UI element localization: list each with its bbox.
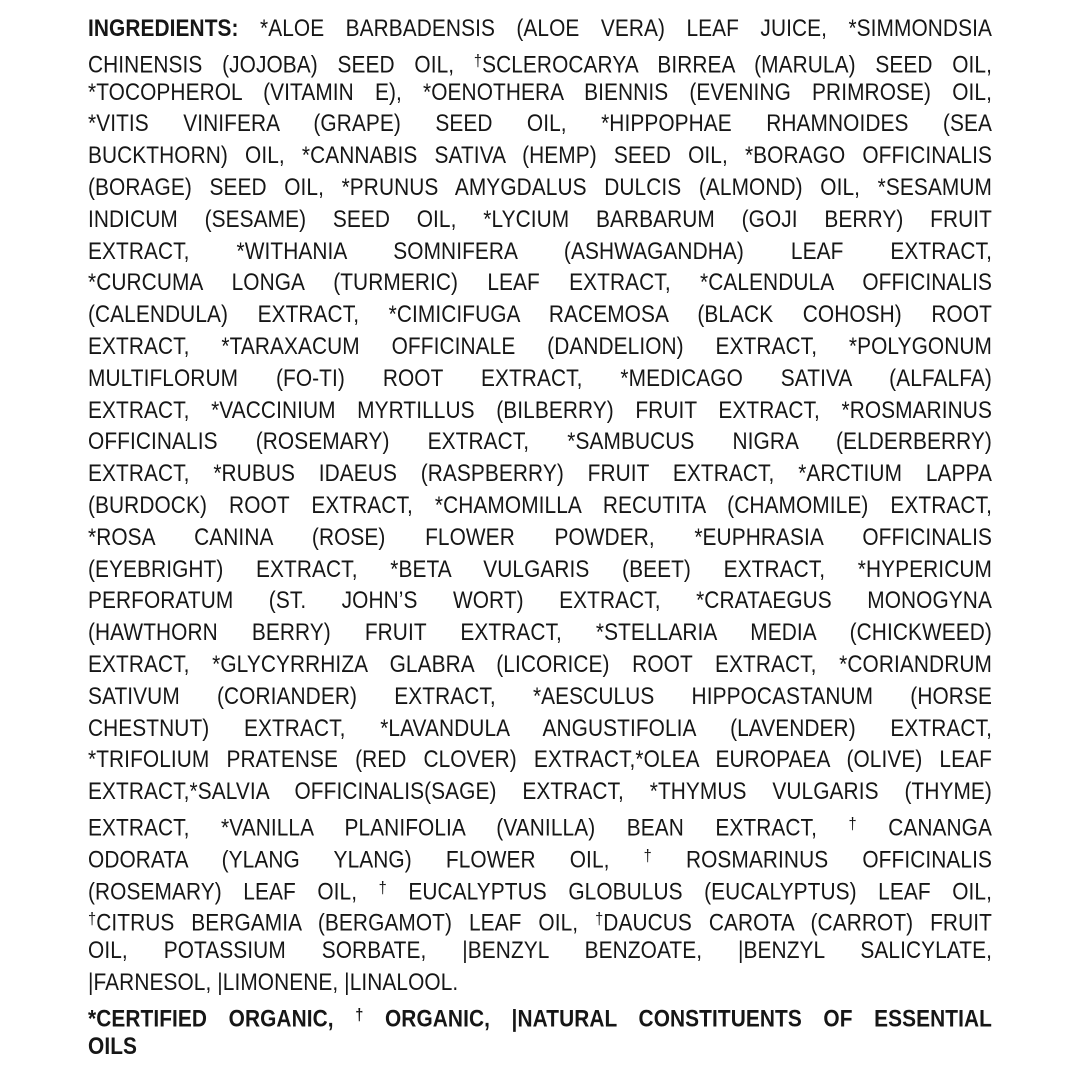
line-text: *TRIFOLIUM PRATENSE (RED CLOVER) EXTRACT,*OLEA EUROPAEA (OLIVE) LEAF — [88, 746, 992, 774]
ingredient-line — [88, 967, 992, 999]
ingredient-line — [88, 585, 992, 617]
ingredient-line — [88, 554, 992, 586]
ingredient-line — [88, 713, 992, 745]
line-text: EXTRACT,*SALVIA OFFICINALIS(SAGE) EXTRACT, *THYMUS VULGARIS (THYME) — [88, 778, 992, 806]
ingredient-line — [88, 363, 992, 395]
ingredient-line — [88, 395, 992, 427]
line-text: OILS — [88, 1032, 138, 1060]
ingredient-line — [88, 77, 992, 109]
line-text: *VITIS VINIFERA (GRAPE) SEED OIL, *HIPPOPHAE RHAMNOIDES (SEA — [88, 110, 992, 138]
line-text: *TOCOPHEROL (VITAMIN E), *OENOTHERA BIENNIS (EVENING PRIMROSE) OIL, — [88, 78, 992, 106]
footnote-line — [88, 999, 992, 1031]
ingredient-line — [88, 872, 992, 904]
line-text: EXTRACT, *WITHANIA SOMNIFERA (ASHWAGANDHA) LEAF EXTRACT, — [88, 237, 992, 265]
ingredients-text-block — [88, 13, 992, 1062]
organic-dagger-symbol: † — [643, 845, 652, 865]
organic-dagger-symbol: † — [355, 1004, 364, 1024]
line-text: EXTRACT, *RUBUS IDAEUS (RASPBERRY) FRUIT EXTRACT, *ARCTIUM LAPPA — [88, 460, 992, 488]
line-text: INGREDIENTS: *ALOE BARBADENSIS (ALOE VERA) LEAF JUICE, *SIMMONDSIA — [88, 15, 992, 42]
line-text: (CALENDULA) EXTRACT, *CIMICIFUGA RACEMOSA (BLACK COHOSH) ROOT — [88, 301, 992, 329]
ingredient-line — [88, 331, 992, 363]
organic-dagger-symbol: † — [378, 877, 387, 897]
line-text: OFFICINALIS (ROSEMARY) EXTRACT, *SAMBUCUS NIGRA (ELDERBERRY) — [88, 428, 992, 456]
ingredient-line — [88, 935, 992, 967]
ingredient-line — [88, 490, 992, 522]
ingredients-heading: INGREDIENTS: — [88, 15, 239, 42]
line-text: CHINENSIS (JOJOBA) SEED OIL, †SCLEROCARYA BIRREA (MARULA) SEED OIL, — [88, 50, 992, 79]
line-text: (BORAGE) SEED OIL, *PRUNUS AMYGDALUS DULCIS (ALMOND) OIL, *SESAMUM — [88, 173, 992, 201]
ingredient-line — [88, 108, 992, 140]
line-text: *CURCUMA LONGA (TURMERIC) LEAF EXTRACT, *CALENDULA OFFICINALIS — [88, 269, 992, 297]
ingredient-line — [88, 236, 992, 268]
organic-dagger-symbol: † — [595, 909, 604, 929]
line-text: *CERTIFIED ORGANIC, † ORGANIC, |NATURAL CONSTITUENTS OF ESSENTIAL — [88, 1004, 992, 1033]
line-text: OIL, POTASSIUM SORBATE, |BENZYL BENZOATE, |BENZYL SALICYLATE, — [88, 937, 992, 965]
ingredient-line — [88, 903, 992, 935]
line-text: (EYEBRIGHT) EXTRACT, *BETA VULGARIS (BEET) EXTRACT, *HYPERICUM — [88, 555, 992, 583]
organic-dagger-symbol: † — [88, 909, 97, 929]
ingredient-line — [88, 522, 992, 554]
ingredient-line — [88, 808, 992, 840]
ingredient-line — [88, 681, 992, 713]
ingredient-line — [88, 204, 992, 236]
ingredients-first-line — [88, 13, 992, 45]
ingredient-line — [88, 776, 992, 808]
line-text: EXTRACT, *TARAXACUM OFFICINALE (DANDELION) EXTRACT, *POLYGONUM — [88, 332, 992, 360]
line-text: (HAWTHORN BERRY) FRUIT EXTRACT, *STELLARIA MEDIA (CHICKWEED) — [88, 619, 992, 647]
ingredient-line — [88, 299, 992, 331]
ingredient-line — [88, 649, 992, 681]
line-text: |FARNESOL, |LIMONENE, |LINALOOL. — [88, 968, 459, 996]
line-text: (ROSEMARY) LEAF OIL, † EUCALYPTUS GLOBULUS (EUCALYPTUS) LEAF OIL, — [88, 877, 992, 905]
ingredient-line — [88, 617, 992, 649]
ingredient-line — [88, 267, 992, 299]
line-text: (BURDOCK) ROOT EXTRACT, *CHAMOMILLA RECUTITA (CHAMOMILE) EXTRACT, — [88, 491, 992, 519]
organic-dagger-symbol: † — [848, 813, 857, 833]
ingredient-line — [88, 744, 992, 776]
line-text: EXTRACT, *VANILLA PLANIFOLIA (VANILLA) BEAN EXTRACT, † CANANGA — [88, 813, 992, 842]
ingredient-line — [88, 172, 992, 204]
ingredient-line — [88, 458, 992, 490]
line-text: BUCKTHORN) OIL, *CANNABIS SATIVA (HEMP) SEED OIL, *BORAGO OFFICINALIS — [88, 142, 992, 170]
organic-dagger-symbol: † — [473, 50, 483, 70]
line-text: *ROSA CANINA (ROSE) FLOWER POWDER, *EUPHRASIA OFFICINALIS — [88, 523, 992, 551]
ingredient-line — [88, 45, 992, 77]
ingredient-line — [88, 140, 992, 172]
line-text: PERFORATUM (ST. JOHN’S WORT) EXTRACT, *CRATAEGUS MONOGYNA — [88, 587, 992, 615]
footnote-line — [88, 1031, 992, 1063]
ingredient-line — [88, 840, 992, 872]
ingredient-line — [88, 426, 992, 458]
line-text: CHESTNUT) EXTRACT, *LAVANDULA ANGUSTIFOLIA (LAVENDER) EXTRACT, — [88, 714, 992, 742]
line-text: ODORATA (YLANG YLANG) FLOWER OIL, † ROSMARINUS OFFICINALIS — [88, 845, 992, 874]
line-text: INDICUM (SESAME) SEED OIL, *LYCIUM BARBARUM (GOJI BERRY) FRUIT — [88, 205, 992, 233]
line-text: †CITRUS BERGAMIA (BERGAMOT) LEAF OIL, †DAUCUS CAROTA (CARROT) FRUIT — [88, 909, 992, 937]
line-text: EXTRACT, *GLYCYRRHIZA GLABRA (LICORICE) ROOT EXTRACT, *CORIANDRUM — [88, 650, 992, 678]
line-text: SATIVUM (CORIANDER) EXTRACT, *AESCULUS HIPPOCASTANUM (HORSE — [88, 682, 992, 710]
line-text: MULTIFLORUM (FO-TI) ROOT EXTRACT, *MEDICAGO SATIVA (ALFALFA) — [88, 364, 992, 392]
line-text: EXTRACT, *VACCINIUM MYRTILLUS (BILBERRY) FRUIT EXTRACT, *ROSMARINUS — [88, 396, 992, 424]
